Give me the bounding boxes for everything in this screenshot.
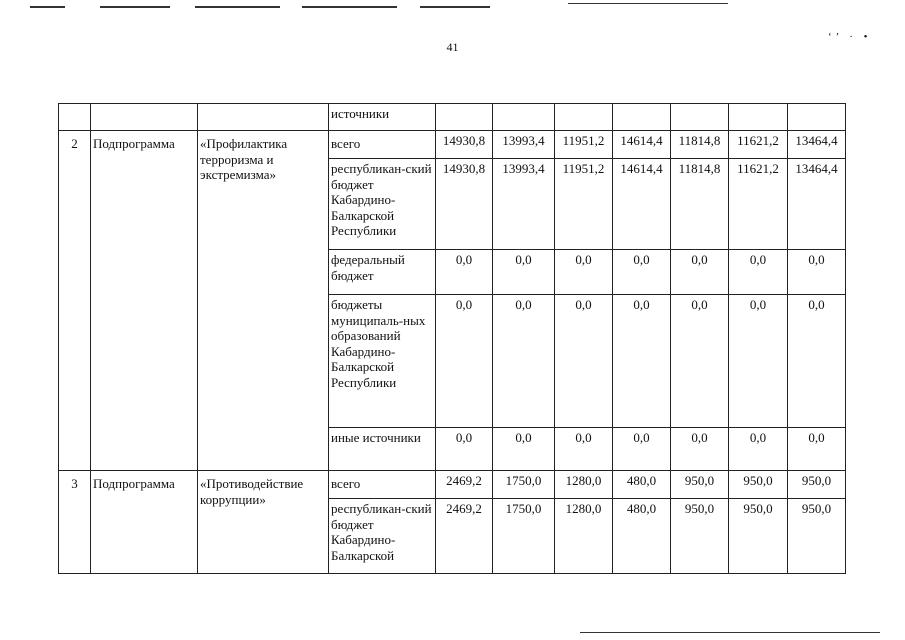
year-value: 0,0 — [613, 295, 671, 428]
year-value: 11814,8 — [671, 131, 729, 159]
table-row — [59, 104, 846, 131]
funding-source: всего — [329, 471, 436, 499]
scan-artifact-line — [195, 6, 280, 8]
year-value: 480,0 — [613, 499, 671, 574]
row-number-cell — [59, 104, 91, 131]
year-value: 0,0 — [671, 428, 729, 471]
year-value: 0,0 — [729, 428, 788, 471]
funding-source: источники — [329, 104, 436, 131]
year-value: 11951,2 — [555, 131, 613, 159]
year-value: 13993,4 — [493, 131, 555, 159]
year-value: 0,0 — [788, 428, 846, 471]
year-value: 950,0 — [788, 471, 846, 499]
year-value: 13464,4 — [788, 159, 846, 250]
year-value: 11814,8 — [671, 159, 729, 250]
year-value: 950,0 — [729, 499, 788, 574]
year-value: 950,0 — [671, 499, 729, 574]
program-kind-cell — [91, 104, 198, 131]
year-value: 14614,4 — [613, 131, 671, 159]
funding-table — [58, 103, 846, 574]
row-number: 2 — [59, 131, 91, 471]
page-number: 41 — [446, 40, 459, 54]
year-value: 0,0 — [671, 250, 729, 295]
year-value: 11951,2 — [555, 159, 613, 250]
row-number: 3 — [59, 471, 91, 574]
program-title-cell — [198, 104, 329, 131]
year-value — [493, 104, 555, 131]
table-row — [59, 471, 846, 499]
scan-artifact-line — [580, 632, 880, 633]
year-value: 2469,2 — [436, 499, 493, 574]
year-value: 1750,0 — [493, 499, 555, 574]
scan-artifact-line — [420, 6, 490, 8]
year-value: 2469,2 — [436, 471, 493, 499]
year-value: 14930,8 — [436, 159, 493, 250]
year-value: 480,0 — [613, 471, 671, 499]
year-value: 0,0 — [555, 428, 613, 471]
scan-mark: ‘’ · • — [828, 31, 872, 43]
year-value: 14930,8 — [436, 131, 493, 159]
year-value: 0,0 — [729, 250, 788, 295]
year-value: 1750,0 — [493, 471, 555, 499]
year-value: 0,0 — [788, 250, 846, 295]
table-row — [59, 131, 846, 159]
year-value: 950,0 — [788, 499, 846, 574]
year-value: 950,0 — [729, 471, 788, 499]
funding-source: республикан-ский бюджет Кабардино-Балкарской Республики — [329, 159, 436, 250]
year-value: 0,0 — [436, 295, 493, 428]
funding-source: бюджеты муниципаль-ных образований Кабардино-Балкарской Республики — [329, 295, 436, 428]
year-value — [788, 104, 846, 131]
year-value: 13464,4 — [788, 131, 846, 159]
year-value — [671, 104, 729, 131]
funding-source: республикан-ский бюджет Кабардино-Балкарской — [329, 499, 436, 574]
year-value: 11621,2 — [729, 159, 788, 250]
scan-artifact-line — [100, 6, 170, 8]
year-value: 950,0 — [671, 471, 729, 499]
year-value: 0,0 — [613, 428, 671, 471]
year-value: 0,0 — [493, 428, 555, 471]
funding-source: всего — [329, 131, 436, 159]
year-value: 0,0 — [555, 250, 613, 295]
year-value: 0,0 — [436, 428, 493, 471]
year-value: 11621,2 — [729, 131, 788, 159]
year-value — [436, 104, 493, 131]
year-value: 1280,0 — [555, 471, 613, 499]
scan-artifact-line — [568, 3, 728, 4]
year-value: 13993,4 — [493, 159, 555, 250]
year-value: 0,0 — [436, 250, 493, 295]
scan-artifact-line — [30, 6, 65, 8]
program-kind: Подпрограмма — [91, 131, 198, 471]
funding-source: федеральный бюджет — [329, 250, 436, 295]
year-value — [555, 104, 613, 131]
year-value: 0,0 — [613, 250, 671, 295]
funding-source: иные источники — [329, 428, 436, 471]
year-value: 0,0 — [555, 295, 613, 428]
year-value — [613, 104, 671, 131]
program-title: «Противодействие коррупции» — [198, 471, 329, 574]
year-value — [729, 104, 788, 131]
year-value: 0,0 — [493, 250, 555, 295]
program-title: «Профилактика терроризма и экстремизма» — [198, 131, 329, 471]
year-value: 0,0 — [493, 295, 555, 428]
year-value: 0,0 — [788, 295, 846, 428]
year-value: 1280,0 — [555, 499, 613, 574]
year-value: 14614,4 — [613, 159, 671, 250]
year-value: 0,0 — [671, 295, 729, 428]
program-kind: Подпрограмма — [91, 471, 198, 574]
scan-artifact-line — [302, 6, 397, 8]
year-value: 0,0 — [729, 295, 788, 428]
